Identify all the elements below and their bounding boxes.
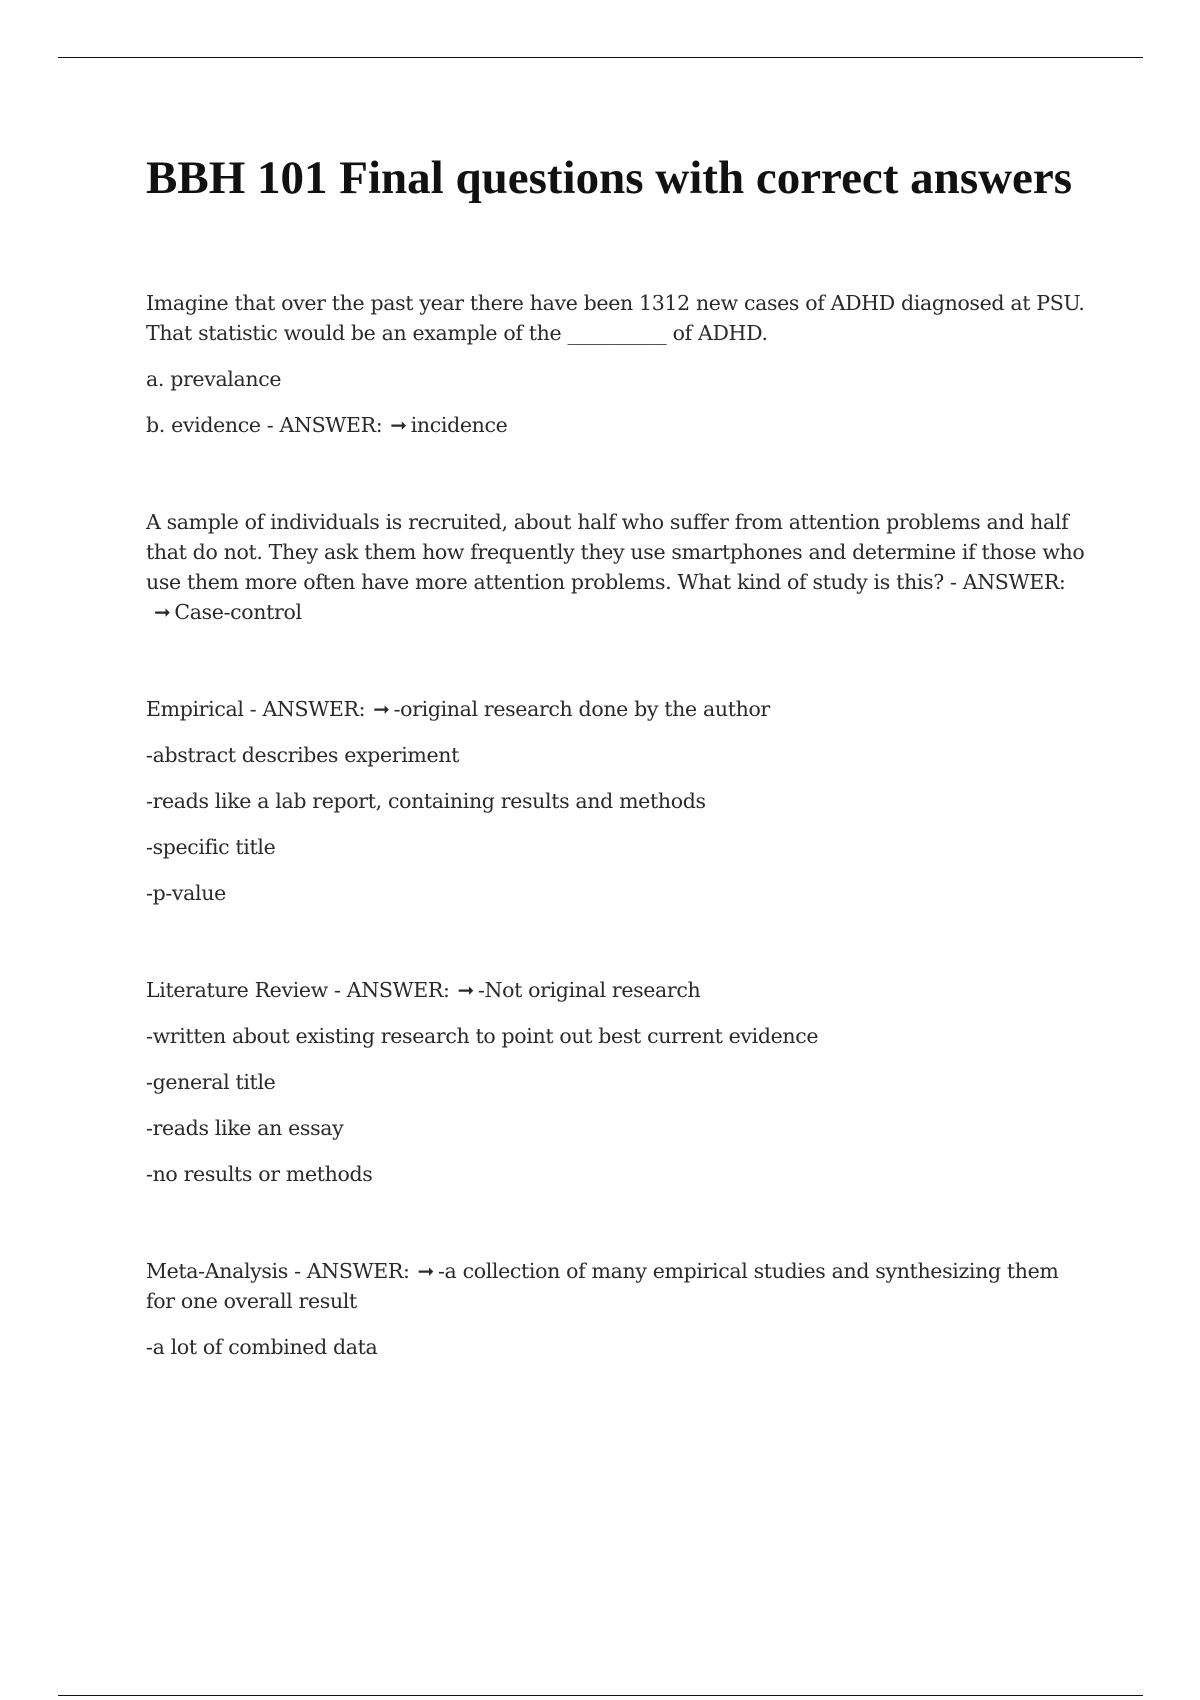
detail-line: -general title <box>146 1070 276 1094</box>
bottom-divider <box>58 1695 1143 1696</box>
arrow-right-icon: ➞ <box>373 697 390 721</box>
arrow-right-icon: ➞ <box>417 1259 434 1283</box>
question-answer <box>146 507 1086 627</box>
qa-item <box>146 288 1086 440</box>
term-answer <box>146 1256 1086 1316</box>
detail-line: -abstract describes experiment <box>146 743 460 767</box>
answer-text: Case-control <box>174 600 302 624</box>
detail-line: -reads like an essay <box>146 1116 344 1140</box>
detail-line: -specific title <box>146 835 276 859</box>
term-answer <box>146 975 1086 1005</box>
qa-item <box>146 1256 1086 1362</box>
answer-text: incidence <box>410 413 508 437</box>
document-body <box>146 150 1086 1429</box>
answer-text: -original research done by the author <box>393 697 770 721</box>
qa-item <box>146 694 1086 908</box>
detail-line: -p-value <box>146 881 226 905</box>
detail-line: -no results or methods <box>146 1162 373 1186</box>
question-text: Imagine that over the past year there have been 1312 new cases of ADHD diagnosed at PSU. That statistic would be an example of the __________ of ADHD. <box>146 291 1085 345</box>
qa-item <box>146 507 1086 627</box>
option-a: a. prevalance <box>146 367 282 391</box>
page-title: BBH 101 Final questions with correct answers <box>146 152 1073 204</box>
option-b-answer <box>146 410 1086 440</box>
answer-text: -a collection of many empirical studies and synthesizing them for one overall result <box>146 1259 1059 1313</box>
question-text: A sample of individuals is recruited, about half who suffer from attention problems and half that do not. They ask them how frequently they use smartphones and determine if those who use them more often have more attention problems. What kind of study is this? - ANSWER: <box>146 510 1085 594</box>
arrow-right-icon: ➞ <box>457 978 474 1002</box>
term-label: Literature Review - ANSWER: <box>146 978 450 1002</box>
arrow-right-icon: ➞ <box>154 600 171 624</box>
arrow-right-icon: ➞ <box>390 413 407 437</box>
option-b-label: b. evidence - ANSWER: <box>146 413 383 437</box>
term-label: Meta-Analysis - ANSWER: <box>146 1259 410 1283</box>
term-answer <box>146 694 1086 724</box>
qa-item <box>146 975 1086 1189</box>
detail-line: -written about existing research to point out best current evidence <box>146 1024 819 1048</box>
answer-text: -Not original research <box>477 978 701 1002</box>
term-label: Empirical - ANSWER: <box>146 697 366 721</box>
detail-line: -reads like a lab report, containing results and methods <box>146 789 706 813</box>
top-divider <box>58 57 1143 58</box>
detail-line: -a lot of combined data <box>146 1335 378 1359</box>
